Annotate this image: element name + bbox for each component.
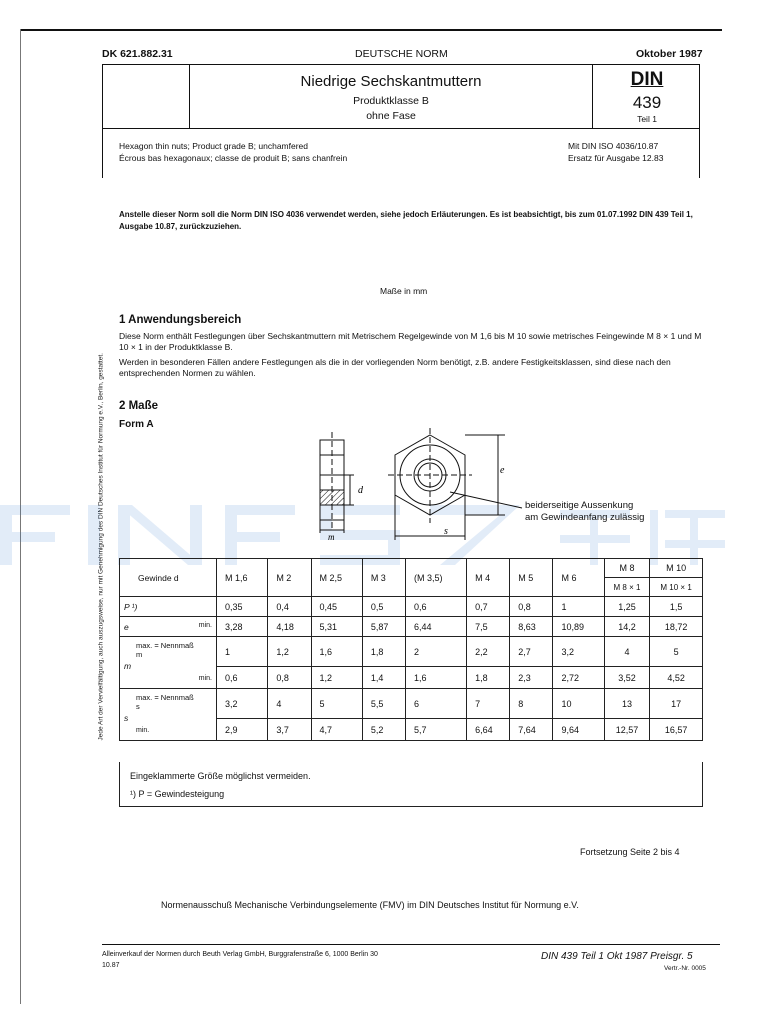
label-d: d (358, 485, 363, 496)
row-symbol: e (124, 621, 129, 632)
section-1-paragraph-2: Werden in besonderen Fällen andere Festlegungen als die in der vorliegenden Norm benötigt, z.B. andere Festigkeitsklassen, sind diese nach den entsprechenden Normen zu wählen. (119, 357, 671, 378)
replaces-reference: Ersatz für Ausgabe 12.83 (568, 153, 664, 163)
table-cell: 7 (467, 689, 510, 719)
size-header: M 6 (553, 559, 604, 597)
table-cell: 0,8 (268, 667, 311, 689)
table-cell: 1 (217, 637, 268, 667)
classification-number: DK 621.882.31 (102, 48, 173, 60)
table-cell: 18,72 (650, 617, 703, 637)
table-cell: 1,6 (406, 667, 467, 689)
part-label: Teil 1 (637, 114, 657, 124)
table-cell: 0,5 (362, 597, 405, 617)
table-cell: 8 (510, 689, 553, 719)
table-cell: 5,87 (362, 617, 405, 637)
table-cell: 0,8 (510, 597, 553, 617)
top-rule (20, 29, 722, 31)
size-header: M 3 (362, 559, 405, 597)
table-row (120, 689, 703, 719)
table-cell: 3,2 (553, 637, 604, 667)
table-cell: 0,35 (217, 597, 268, 617)
title-english: Hexagon thin nuts; Product grade B; unchamfered (119, 141, 309, 151)
section-1-paragraph-1: Diese Norm enthält Festlegungen über Sechskantmuttern mit Metrischem Regelgewinde von M 1,6 bis M 10 sowie metrisches Feingewinde M 8 × 1 und M 10 × 1 in der Produktklasse B. (119, 331, 702, 352)
table-cell: 1,4 (362, 667, 405, 689)
issue-date: Oktober 1987 (636, 48, 703, 60)
row-sub-min: min. (136, 727, 150, 734)
withdrawal-notice: Anstelle dieser Norm soll die Norm DIN ISO 4036 verwendet werden, siehe jedoch Erläuterungen. Es ist beabsichtigt, bis zum 01.07.1992 DIN 439 Teil 1, Ausgabe 10.87, zurückzuziehen. (119, 210, 693, 231)
table-cell: 10 (553, 689, 604, 719)
row-sub: min. (198, 621, 212, 629)
table-cell: 12,57 (604, 719, 649, 741)
table-cell: 5,5 (362, 689, 405, 719)
table-cell: 2,9 (217, 719, 268, 741)
table-cell: 3,7 (268, 719, 311, 741)
size-header: M 8 × 1 (604, 578, 649, 597)
size-header: M 4 (467, 559, 510, 597)
table-cell: 5,31 (311, 617, 362, 637)
table-header-label: Gewinde d (120, 559, 217, 597)
iso-reference: Mit DIN ISO 4036/10.87 (568, 141, 659, 151)
table-cell: 0,6 (217, 667, 268, 689)
table-cell: 5,7 (406, 719, 467, 741)
committee-line: Normenausschuß Mechanische Verbindungselemente (FMV) im DIN Deutsches Institut für Normung e.V. (161, 900, 579, 910)
table-cell: 1,2 (311, 667, 362, 689)
row-sub: max. = Nennmaß s (136, 693, 194, 711)
table-cell: 7,64 (510, 719, 553, 741)
table-cell: 3,52 (604, 667, 649, 689)
table-cell: 6,44 (406, 617, 467, 637)
din-number: 439 (632, 93, 662, 112)
label-s: s (444, 526, 448, 537)
row-label: P ¹) (120, 597, 217, 617)
table-cell: 1,8 (467, 667, 510, 689)
table-cell: 2,72 (553, 667, 604, 689)
label-m: m (328, 532, 335, 542)
table-cell: 5 (650, 637, 703, 667)
standard-type: DEUTSCHE NORM (355, 48, 448, 60)
table-cell: 4,7 (311, 719, 362, 741)
row-label-e (120, 617, 217, 637)
table-note-1: Eingeklammerte Größe möglichst vermeiden. (130, 771, 311, 781)
table-cell: 8,63 (510, 617, 553, 637)
size-header: M 10 (650, 559, 703, 578)
table-cell: 2,3 (510, 667, 553, 689)
row-sub: max. = Nennmaß m (136, 641, 194, 659)
table-cell: 2,7 (510, 637, 553, 667)
table-cell: 4,52 (650, 667, 703, 689)
table-cell: 1,25 (604, 597, 649, 617)
size-header: M 2 (268, 559, 311, 597)
size-header: (M 3,5) (406, 559, 467, 597)
footer-rule (102, 944, 720, 945)
table-cell: 13 (604, 689, 649, 719)
table-cell: 0,7 (467, 597, 510, 617)
size-header: M 8 (604, 559, 649, 578)
footer-document-id: DIN 439 Teil 1 Okt 1987 Preisgr. 5 (541, 951, 693, 962)
size-header: M 5 (510, 559, 553, 597)
row-label-m (120, 637, 217, 689)
table-notes-box (119, 762, 703, 807)
table-cell: 4 (268, 689, 311, 719)
row-sub-min: min. (198, 675, 212, 682)
units-note: Maße in mm (380, 286, 428, 296)
footer-publisher: Alleinverkauf der Normen durch Beuth Verlag GmbH, Burggrafenstraße 6, 1000 Berlin 30 (102, 951, 378, 958)
table-row (120, 617, 703, 637)
section-2-heading: 2 Maße (119, 400, 158, 412)
dimensions-table (119, 558, 703, 741)
table-row (120, 637, 703, 667)
table-cell: 3,28 (217, 617, 268, 637)
table-cell: 1,2 (268, 637, 311, 667)
table-cell: 0,4 (268, 597, 311, 617)
table-cell: 4,18 (268, 617, 311, 637)
table-cell: 9,64 (553, 719, 604, 741)
table-cell: 2,2 (467, 637, 510, 667)
document-title: Niedrige Sechskantmuttern (300, 73, 482, 90)
title-box (102, 64, 700, 129)
row-label-s (120, 689, 217, 741)
table-row (120, 597, 703, 617)
table-cell: 14,2 (604, 617, 649, 637)
document-subtitle-2: ohne Fase (366, 110, 416, 122)
table-cell: 1,8 (362, 637, 405, 667)
table-cell: 6 (406, 689, 467, 719)
countersink-note-2: am Gewindeanfang zulässig (525, 512, 645, 523)
row-symbol: m (124, 661, 132, 671)
countersink-note-1: beiderseitige Aussenkung (525, 500, 634, 511)
table-cell: 0,45 (311, 597, 362, 617)
table-cell: 16,57 (650, 719, 703, 741)
size-header: M 1,6 (217, 559, 268, 597)
table-note-2: ¹) P = Gewindesteigung (130, 789, 225, 799)
table-cell: 6,64 (467, 719, 510, 741)
table-cell: 10,89 (553, 617, 604, 637)
size-header: M 10 × 1 (650, 578, 703, 597)
table-cell: 3,2 (217, 689, 268, 719)
section-1-heading: 1 Anwendungsbereich (119, 314, 242, 326)
document-subtitle: Produktklasse B (353, 95, 429, 107)
din-label: DIN (630, 69, 664, 90)
continuation-note: Fortsetzung Seite 2 bis 4 (580, 847, 680, 857)
table-cell: 17 (650, 689, 703, 719)
table-cell: 5,2 (362, 719, 405, 741)
table-cell: 1,5 (650, 597, 703, 617)
table-cell: 2 (406, 637, 467, 667)
form-label: Form A (119, 419, 154, 430)
table-cell: 7,5 (467, 617, 510, 637)
nut-drawing (300, 428, 530, 543)
table-cell: 5 (311, 689, 362, 719)
footer-date: 10.87 (102, 962, 120, 969)
table-cell: 1,6 (311, 637, 362, 667)
footer-contract-number: Vertr.-Nr. 0005 (664, 965, 706, 972)
table-cell: 0,6 (406, 597, 467, 617)
table-cell: 4 (604, 637, 649, 667)
title-french: Écrous bas hexagonaux; classe de produit B; sans chanfrein (119, 153, 348, 163)
table-header-row (120, 559, 703, 578)
size-header: M 2,5 (311, 559, 362, 597)
table-cell: 1 (553, 597, 604, 617)
row-symbol: s (124, 713, 129, 723)
label-e: e (500, 465, 505, 476)
sidebar-copyright: Jede Art der Vervielfältigung, auch auszugsweise, nur mit Genehmigung des DIN Deutsches Institut für Normung e.V., Berlin, gestattet. (97, 353, 105, 741)
